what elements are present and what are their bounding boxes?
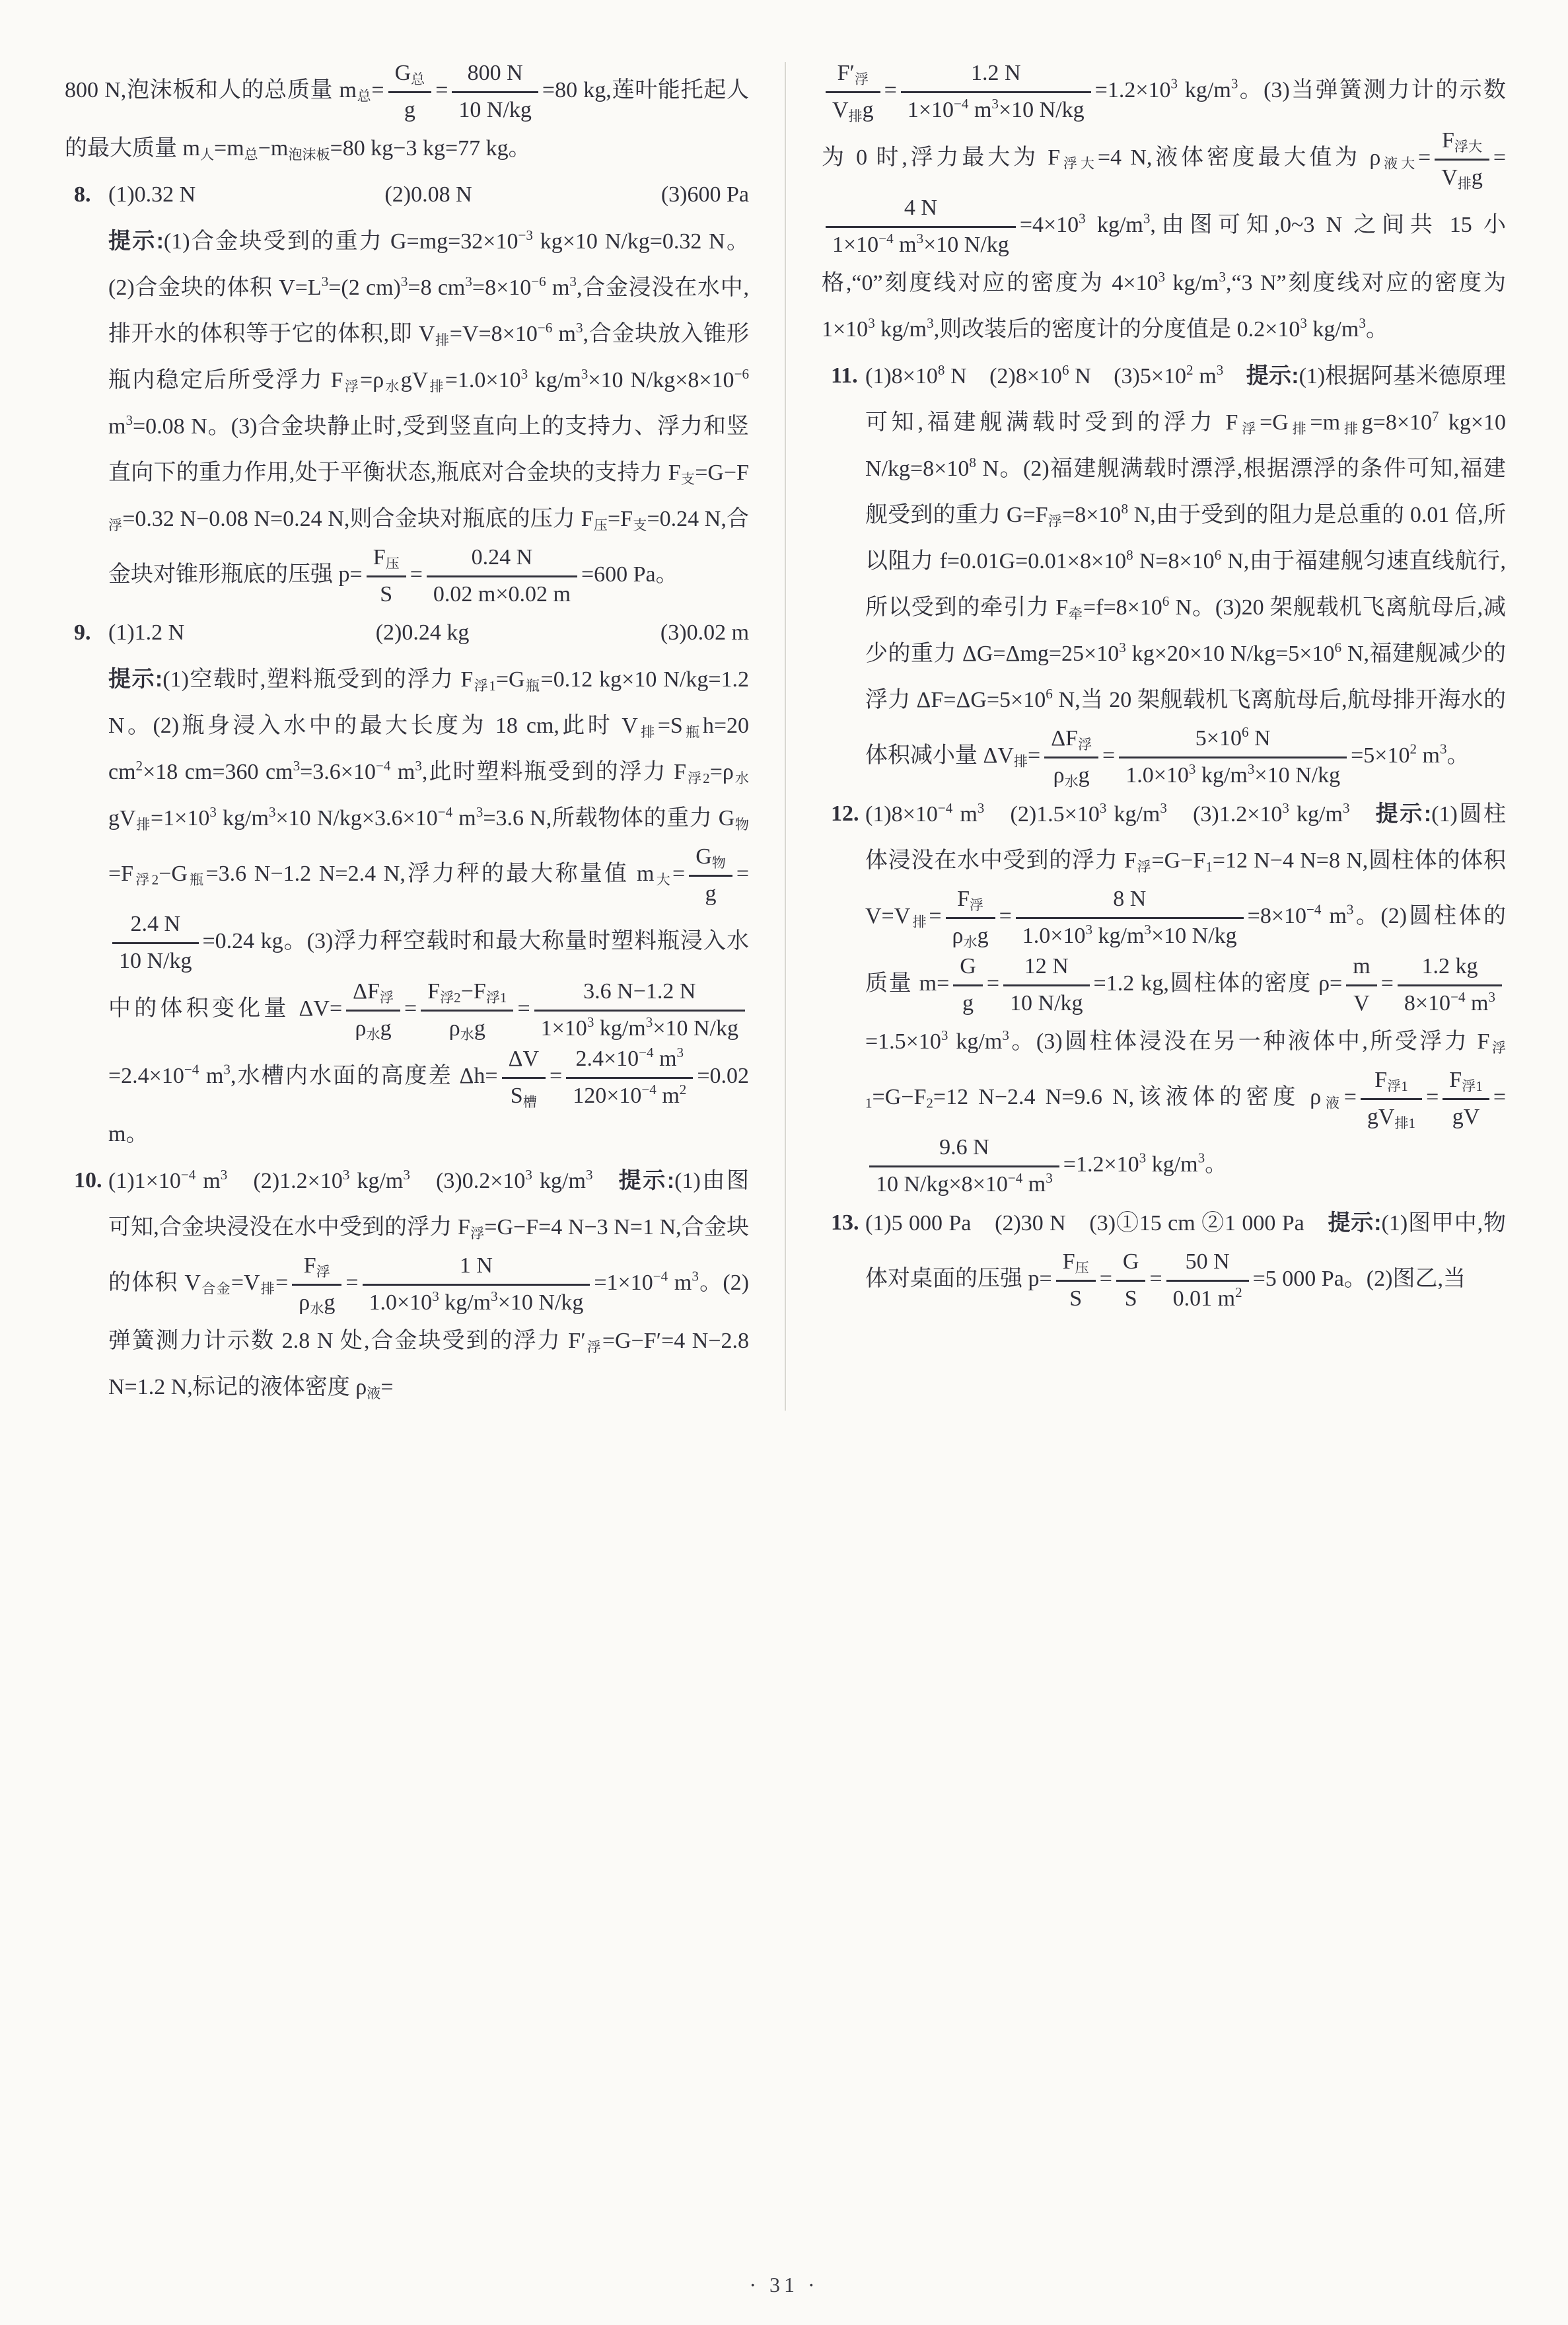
- fraction-numerator: $F_{浮大}$: [1435, 126, 1489, 161]
- superscript: −6: [734, 365, 749, 382]
- subscript: 瓶: [524, 677, 541, 694]
- page-number: · 31 ·: [749, 2273, 819, 2297]
- superscript: 3: [268, 803, 276, 820]
- fraction-numerator: $G_总$: [388, 58, 432, 93]
- subscript: 2: [926, 1095, 933, 1111]
- subscript: 压: [593, 517, 608, 533]
- subscript: 浮1: [1387, 1078, 1408, 1094]
- fraction-denominator: $1\times 10^3$ $kg/m^3\times 10$ N/kg: [540, 1014, 738, 1041]
- superscript: 3: [520, 365, 528, 382]
- fraction-denominator: 10 N/kg: [458, 97, 532, 122]
- fraction: [1398, 951, 1502, 1019]
- answer-item: [822, 791, 1506, 1200]
- fraction-denominator: V: [1353, 990, 1370, 1015]
- item-body: [865, 353, 1506, 791]
- superscript: −4: [937, 799, 953, 816]
- fraction: [1361, 1065, 1422, 1132]
- body-text: (1)5 000 Pa (2)30 N (3)①15 cm ②1 000 Pa 提示:(1)图甲中,物体对桌面的压强 p= $\frac{F_压}{S}$ = $\frac{G}{S}$ = $\frac{50 N}{0.01 m^2}$ =5 000 Pa。(2)图乙,当: [865, 1200, 1506, 1314]
- fraction-numerator: $F_浮$: [292, 1251, 341, 1286]
- superscript: 3: [1346, 901, 1354, 918]
- item-body: [865, 791, 1506, 1200]
- superscript: 8: [937, 361, 945, 378]
- fraction-denominator: $\rho_水g$: [448, 1015, 485, 1043]
- fraction-numerator: $\Delta F_浮$: [1044, 723, 1098, 758]
- superscript: 3: [1300, 314, 1307, 331]
- superscript: 3: [525, 1166, 532, 1183]
- answer-part: (3)600 Pa: [660, 182, 749, 207]
- answer-part: (1)1.2 N: [108, 620, 185, 645]
- superscript: 3: [1359, 314, 1366, 331]
- subscript: 浮: [1136, 858, 1152, 875]
- fraction: [869, 1132, 1059, 1200]
- fraction-denominator: 0.02 m×0.02 m: [433, 581, 571, 607]
- subscript: 浮: [108, 517, 123, 533]
- superscript: −4: [1007, 1169, 1023, 1186]
- subscript: 浮: [1238, 420, 1260, 437]
- fraction-denominator: $S_槽$: [510, 1083, 537, 1110]
- item-number: 8.: [74, 182, 91, 207]
- superscript: 3: [1099, 799, 1107, 816]
- fraction: [292, 1251, 341, 1318]
- subscript: 支: [680, 470, 695, 487]
- fraction: [689, 842, 732, 909]
- superscript: 2: [135, 757, 143, 774]
- fraction-numerator: 1.2 N: [901, 58, 1091, 93]
- fraction-numerator: $5\times 10^6$ N: [1119, 723, 1347, 758]
- superscript: 3: [321, 273, 329, 289]
- superscript: 3: [916, 230, 924, 246]
- fraction-numerator: 9.6 N: [869, 1132, 1059, 1167]
- superscript: 3: [403, 1166, 410, 1183]
- superscript: 6: [1334, 639, 1341, 655]
- item-body: [108, 1158, 749, 1411]
- fraction-numerator: $F_压$: [1056, 1247, 1096, 1282]
- fraction-numerator: 8 N: [1016, 884, 1244, 919]
- fraction: [1044, 723, 1098, 791]
- superscript: 3: [1282, 799, 1289, 816]
- fraction: [346, 977, 400, 1044]
- superscript: −6: [537, 319, 553, 336]
- hint-label: 提示:: [1375, 801, 1432, 827]
- answer-item: [65, 1158, 749, 1411]
- fraction-numerator: $F'_浮$: [826, 58, 880, 93]
- body-text: $\frac{F'_浮}{V_排g}$ = $\frac{1.2 N}{1\times 10^{-4} m^3\times 10 N/kg}$ $=1.2\times 10^3$ $kg/m^3$。(3)当弹簧测力计的示数为 0 时,浮力最大为 $F_{浮大}=4$ N,液体密度最大值为 $\rho_{液大}=$ $\frac{F_{浮大}}{V_排g}$ = $\frac{4 N}{1\times 10^{-4} m^3\times 10 N/kg}$ $=4\times 10^3$ $kg/m^3$,由图可知,0~3 N 之间共 15 小格,“0”刻度线对应的密度为 $4\times 10^3$ $kg/m^3,“3$ N”刻度线对应的密度为 $1\times 10^3$ $kg/m^3$,则改装后的密度计的分度值是 $0.2\times 10^3$ $kg/m^3$。: [822, 58, 1506, 353]
- superscript: 2: [1186, 361, 1194, 378]
- fraction: [534, 977, 745, 1044]
- superscript: 3: [1119, 639, 1126, 655]
- subscript: 浮: [585, 1339, 602, 1355]
- body-text: $(1)8\times 10^{-4}$ $m^3$ $(2)1.5\times 10^3$ $kg/m^3$ $(3)1.2\times 10^3$ $kg/m^3$ 提示:(1)圆柱体浸没在水中受到的浮力 $F_浮=G-F_1=12$ N−4 N=8 N,圆柱体的体积 $V=V_排=$ $\frac{F_浮}{\rho_水g}$ = $\frac{8 N}{1.0\times 10^3 kg/m^3\times 10 N/kg}$ $=8\times 10^{-4}$ $m^3$。(2)圆柱体的质量 m= $\frac{G}{g}$ = $\frac{12 N}{10 N/kg}$ =1.2 kg,圆柱体的密度 ρ= $\frac{m}{V}$ = $\frac{1.2 kg}{8\times 10^{-4} m^3}$ $=1.5\times 10^3$ $kg/m^3$。(3)圆柱体浸没在另一种液体中,所受浮力 $F_{浮1}=G-F_2=12$ N−2.4 N=9.6 N,该液体的密度 $\rho_液=$ $\frac{F_{浮1}}{gV_{排1}}$ = $\frac{F_{浮1}}{gV}$ = $\frac{9.6 N}{10 N/kg\times 8\times 10^{-4} m^3}$ $=1.2\times 10^3$ $kg/m^3$。: [865, 791, 1506, 1200]
- superscript: 6: [1214, 546, 1222, 563]
- superscript: 6: [1162, 593, 1170, 609]
- superscript: 2: [679, 1081, 687, 1097]
- fraction: [1435, 126, 1489, 193]
- superscript: −4: [375, 757, 391, 774]
- subscript: 浮: [1077, 736, 1092, 753]
- subscript: 浮: [1048, 513, 1063, 529]
- subscript: 人: [199, 146, 215, 163]
- subscript: 排: [1288, 420, 1310, 437]
- subscript: 压: [1075, 1259, 1089, 1276]
- answer-part: (2)0.08 N: [384, 182, 472, 207]
- item-body: [865, 1200, 1506, 1314]
- body-text: 800 N,泡沫板和人的总质量 $m_总=$ $\frac{G_总}{g}$ = $\frac{800 N}{10 N/kg}$ =80 kg,莲叶能托起人的最大质量 $m_人=m_总-m_{泡沫板}=80$ kg−3 kg=77 kg。: [65, 58, 749, 172]
- superscript: 8: [1126, 546, 1133, 563]
- fraction: [1016, 884, 1244, 951]
- fraction-numerator: $2.4\times 10^{-4}$ $m^3$: [566, 1044, 693, 1079]
- subscript: 浮: [379, 989, 394, 1006]
- fraction-denominator: S: [1124, 1286, 1137, 1311]
- subscript: 排: [637, 723, 658, 740]
- fraction-numerator: $F_{浮1}$: [1361, 1065, 1422, 1100]
- fraction-denominator: $1.0\times 10^3$ $kg/m^3\times 10$ N/kg: [1022, 921, 1237, 948]
- hint-label: 提示:: [1328, 1210, 1382, 1236]
- superscript: 8: [1121, 500, 1128, 517]
- superscript: 2: [1409, 741, 1417, 757]
- fraction-denominator: $120\times 10^{-4}$ $m^2$: [573, 1081, 687, 1108]
- superscript: 3: [1144, 921, 1151, 938]
- fraction-denominator: 10 N/kg: [119, 948, 192, 973]
- right-column: [822, 58, 1506, 1411]
- subscript: 排: [1013, 753, 1028, 770]
- fraction-numerator: 50 N: [1166, 1247, 1249, 1282]
- fraction: [112, 909, 199, 977]
- superscript: 3: [1085, 921, 1093, 938]
- fraction: [946, 884, 995, 951]
- fraction: [953, 951, 983, 1019]
- subscript: 水: [460, 1026, 474, 1043]
- fraction-numerator: 0.24 N: [427, 542, 577, 577]
- subscript: 支: [633, 517, 647, 533]
- answers-line: [108, 172, 749, 218]
- fraction-numerator: 3.6 N−1.2 N: [534, 977, 745, 1012]
- superscript: 3: [1002, 1027, 1009, 1043]
- subscript: 浮1: [1462, 1078, 1483, 1094]
- superscript: 6: [1061, 361, 1069, 378]
- superscript: 3: [645, 1014, 653, 1030]
- superscript: −4: [641, 1081, 657, 1097]
- fraction-denominator: g: [404, 97, 415, 122]
- superscript: 3: [575, 319, 583, 336]
- superscript: 3: [400, 273, 408, 289]
- superscript: −6: [531, 273, 546, 289]
- superscript: 3: [1216, 361, 1224, 378]
- subscript: 大: [654, 871, 672, 888]
- subscript: 排: [1457, 175, 1472, 192]
- item-body: [108, 610, 749, 1158]
- superscript: 3: [223, 1061, 231, 1078]
- superscript: 3: [1439, 741, 1447, 757]
- fraction-numerator: 800 N: [452, 58, 538, 93]
- superscript: −4: [639, 1044, 654, 1060]
- subscript: 液大: [1380, 155, 1418, 172]
- subscript: 水: [384, 378, 401, 394]
- superscript: 6: [1241, 723, 1249, 740]
- superscript: 3: [676, 1044, 684, 1060]
- superscript: 3: [1160, 799, 1167, 816]
- superscript: 3: [125, 412, 133, 428]
- superscript: 3: [977, 799, 985, 816]
- superscript: −4: [878, 230, 894, 246]
- fraction: [452, 58, 538, 126]
- fraction-denominator: 10 N/kg: [1010, 990, 1083, 1015]
- fraction-denominator: S: [380, 581, 393, 607]
- content-columns: [65, 58, 1506, 1411]
- subscript: 排: [435, 332, 450, 348]
- fraction-denominator: $8\times 10^{-4}$ $m^3$: [1404, 988, 1495, 1015]
- superscript: 3: [692, 1268, 699, 1284]
- fraction: [1056, 1247, 1096, 1314]
- answer-item: [65, 610, 749, 1158]
- subscript: 水: [366, 1026, 380, 1043]
- subscript: 浮大: [1454, 138, 1483, 155]
- superscript: 3: [220, 1166, 228, 1183]
- fraction-numerator: $F_{浮1}$: [1443, 1065, 1489, 1100]
- fraction-denominator: g: [705, 881, 717, 906]
- superscript: 3: [1158, 268, 1166, 285]
- superscript: 3: [868, 314, 875, 331]
- answer-item: [822, 1200, 1506, 1314]
- subscript: 1: [1205, 858, 1213, 875]
- fraction: [1119, 723, 1347, 791]
- subscript: 总: [411, 71, 425, 87]
- subscript: 浮大: [1060, 155, 1098, 172]
- subscript: 浮1: [865, 1039, 1506, 1111]
- fraction: [1116, 1247, 1146, 1314]
- subscript: 排1: [1394, 1115, 1416, 1131]
- fraction: [427, 542, 577, 610]
- fraction-numerator: 12 N: [1003, 951, 1090, 986]
- superscript: 3: [1188, 760, 1196, 777]
- fraction-numerator: $G_物$: [689, 842, 732, 877]
- subscript: 排: [910, 914, 929, 930]
- subscript: 总: [244, 146, 258, 163]
- superscript: 3: [1143, 210, 1151, 227]
- fraction: [901, 58, 1091, 126]
- hint-label: 提示:: [108, 667, 163, 692]
- subscript: 瓶: [187, 871, 206, 888]
- hint-label: 提示:: [108, 229, 164, 254]
- fraction-numerator: G: [1116, 1247, 1146, 1282]
- subscript: 浮: [343, 378, 361, 394]
- superscript: 2: [1235, 1284, 1242, 1300]
- superscript: 3: [1079, 210, 1086, 227]
- subscript: 浮2: [440, 989, 461, 1006]
- subscript: 排: [428, 378, 445, 394]
- superscript: 7: [1432, 408, 1439, 424]
- superscript: 3: [1488, 988, 1495, 1005]
- subscript: 浮: [316, 1263, 330, 1280]
- superscript: 3: [1170, 75, 1178, 92]
- fraction: [826, 58, 880, 126]
- superscript: 3: [1139, 1150, 1147, 1166]
- item-number: 11.: [831, 363, 858, 388]
- subscript: 液: [367, 1385, 381, 1401]
- superscript: 3: [1046, 1169, 1053, 1186]
- hint-label: 提示:: [618, 1168, 675, 1193]
- subscript: 排: [1340, 420, 1362, 437]
- fraction-denominator: $\rho_水g$: [1053, 762, 1090, 790]
- item-number: 9.: [74, 620, 91, 645]
- fraction: [1346, 951, 1376, 1019]
- fraction-denominator: $V_排g$: [832, 97, 874, 124]
- subscript: 浮: [969, 897, 984, 913]
- fraction: [388, 58, 432, 126]
- item-number: 13.: [831, 1210, 859, 1235]
- fraction: [826, 193, 1016, 260]
- superscript: 3: [991, 95, 999, 112]
- superscript: −4: [184, 1061, 199, 1078]
- superscript: 6: [1046, 685, 1053, 702]
- superscript: 3: [569, 273, 577, 289]
- fraction-denominator: $\rho_水g$: [355, 1015, 392, 1043]
- superscript: 3: [587, 1014, 594, 1030]
- body-text: 提示:(1)空载时,塑料瓶受到的浮力 $F_{浮1}=G_瓶=0.12$ kg×10 N/kg=1.2 N。(2)瓶身浸入水中的最大长度为 18 cm,此时 $V_排=S_瓶h=20$ $cm^2\times 18$ cm=360 $cm^3=3.6\times 10^{-4}$ $m^3$,此时塑料瓶受到的浮力 $F_{浮2}=\rho_水gV_排=1\times 10^3$ $kg/m^3\times 10$ $N/kg\times 3.6\times 10^{-4}$ $m^3=3.6$ N,所载物体的重力 $G_物=F_{浮2}-G_瓶=3.6$ N−1.2 N=2.4 N,浮力秤的最大称量值 $m_大=$ $\frac{G_物}{g}$ = $\frac{2.4 N}{10 N/kg}$ =0.24 kg。(3)浮力秤空载时和最大称量时塑料瓶浸入水中的体积变化量 ΔV= $\frac{\Delta F_浮}{\rho_水g}$ = $\frac{F_{浮2}-F_{浮1}}{\rho_水g}$ = $\frac{3.6 N-1.2 N}{1\times 10^3 kg/m^3\times 10 N/kg}$ $=2.4\times 10^{-4}$ $m^3$,水槽内水面的高度差 Δh= $\frac{\Delta V}{S_槽}$ = $\frac{2.4\times 10^{-4} m^3}{120\times 10^{-4} m^2}$ =0.02 m。: [108, 667, 750, 1146]
- subscript: 牵: [1068, 605, 1083, 622]
- superscript: −3: [518, 227, 533, 243]
- superscript: 3: [927, 314, 934, 331]
- fraction-numerator: 2.4 N: [112, 909, 199, 944]
- answer-item: [65, 172, 749, 610]
- fraction-denominator: 0.01 $m^2$: [1172, 1284, 1242, 1311]
- superscript: −4: [954, 95, 969, 112]
- superscript: 3: [342, 1166, 350, 1183]
- subscript: 排: [260, 1280, 276, 1297]
- fraction: [502, 1044, 546, 1111]
- subscript: 排: [135, 816, 151, 832]
- subscript: 水: [733, 770, 749, 786]
- superscript: −4: [653, 1268, 668, 1284]
- subscript: 浮1: [485, 989, 507, 1006]
- hint-label: 提示:: [1246, 363, 1299, 388]
- subscript: 物: [734, 816, 750, 832]
- answer-part: (2)0.24 kg: [375, 620, 470, 645]
- superscript: 3: [491, 1288, 498, 1304]
- subscript: 浮: [854, 71, 869, 87]
- fraction-denominator: $\rho_水g$: [952, 923, 989, 950]
- subscript: 水: [963, 934, 978, 950]
- body-text: $(1)1\times 10^{-4}$ $m^3$ $(2)1.2\times 10^3$ $kg/m^3$ $(3)0.2\times 10^3$ $kg/m^3$ 提示:(1)由图可知,合金块浸没在水中受到的浮力 $F_浮=G-F=4$ N−3 N=1 N,合金块的体积 $V_{合金}=V_排=$ $\frac{F_浮}{\rho_水g}$ = $\frac{1 N}{1.0\times 10^3 kg/m^3\times 10 N/kg}$ $=1\times 10^{-4}$ $m^3$。(2)弹簧测力计示数 2.8 N 处,合金块受到的浮力 $F'_浮=G-F'=4$ N−2.8 N=1.2 N,标记的液体密度 $\rho_液=$: [108, 1166, 750, 1401]
- answers-line: [108, 610, 749, 656]
- body-text: $(1)8\times 10^8$ N $(2)8\times 10^6$ N $(3)5\times 10^2$ $m^3$ 提示:(1)根据阿基米德原理可知,福建舰满载时受到的浮力 $F_浮=G_排=m_排g=8\times 10^7$ kg×10 $N/kg=8\times 10^8$ N。(2)福建舰满载时漂浮,根据漂浮的条件可知,福建舰受到的重力 $G=F_浮=8\times 10^8$ N,由于受到的阻力是总重的 0.01 倍,所以阻力 $f=0.01G=0.01\times 8\times 10^8$ $N=8\times 10^6$ N,由于福建舰匀速直线航行,所以受到的牵引力 $F_牵=f=8\times 10^6$ N。(3)20 架舰载机飞离航母后,减少的重力 $\Delta G=\Delta mg=25\times 10^3$ kg×20×10 $N/kg=5\times 10^6$ N,福建舰减少的浮力 $\Delta F=\Delta G=5\times 10^6$ N,当 20 架舰载机飞离航母后,航母排开海水的体积减小量 $\Delta V_排=$ $\frac{\Delta F_浮}{\rho_水g}$ = $\frac{5\times 10^6 N}{1.0\times 10^3 kg/m^3\times 10 N/kg}$ $=5\times 10^2$ $m^3$。: [865, 353, 1506, 791]
- superscript: 3: [581, 365, 588, 382]
- superscript: 3: [415, 757, 422, 774]
- fraction-denominator: 10 $N/kg\times 8\times 10^{-4}$ $m^3$: [876, 1169, 1053, 1197]
- fraction: [1003, 951, 1090, 1019]
- item-body: [65, 58, 749, 172]
- fraction: [566, 1044, 693, 1111]
- body-text: 提示:(1)合金块受到的重力 $G=mg=32\times 10^{-3}$ kg×10 N/kg=0.32 N。(2)合金块的体积 $V=L^3=(2$ cm)$^3$=8 $cm^3=8\times 10^{-6}$ $m^3$,合金浸没在水中,排开水的体积等于它的体积,即 $V_排=V=8\times 10^{-6}$ $m^3$,合金块放入锥形瓶内稳定后所受浮力 $F_浮=\rho_水gV_排=1.0\times 10^3$ $kg/m^3\times 10$ $N/kg\times 8\times 10^{-6}$ $m^3=0.08$ N。(3)合金块静止时,受到竖直向上的支持力、浮力和竖直向下的重力作用,处于平衡状态,瓶底对合金块的支持力 $F_支=G-F_浮=0.32$ N−0.08 N=0.24 N,则合金块对瓶底的压力 $F_压=F_支=0.24$ N,合金块对锥形瓶底的压强 p= $\frac{F_压}{S}$ = $\frac{0.24 N}{0.02 m\times 0.02 m}$ =600 Pa。: [108, 218, 749, 610]
- fraction-denominator: gV: [1452, 1104, 1480, 1129]
- superscript: 3: [1197, 1150, 1205, 1166]
- fraction: [1443, 1065, 1489, 1132]
- fraction-denominator: S: [1069, 1286, 1083, 1311]
- fraction: [421, 977, 513, 1044]
- answer-part: (3)0.02 m: [660, 620, 750, 645]
- fraction-numerator: m: [1346, 951, 1376, 986]
- fraction-numerator: $\Delta F_浮$: [346, 977, 400, 1012]
- item-number: 12.: [831, 801, 859, 826]
- continued-paragraph: [822, 58, 1506, 353]
- fraction-denominator: $gV_{排1}$: [1367, 1104, 1416, 1131]
- fraction-numerator: $F_浮$: [946, 884, 995, 919]
- fraction-denominator: $1\times 10^{-4}$ $m^3\times 10$ N/kg: [907, 95, 1085, 122]
- fraction-denominator: $V_排g$: [1441, 165, 1483, 192]
- fraction-numerator: $F_压$: [367, 542, 406, 577]
- superscript: 3: [1219, 268, 1226, 285]
- subscript: 液: [1321, 1095, 1344, 1111]
- fraction-numerator: 1 N: [363, 1251, 590, 1286]
- fraction-denominator: $\rho_水g$: [299, 1290, 336, 1317]
- superscript: 3: [293, 757, 301, 774]
- item-number: 10.: [74, 1168, 102, 1193]
- fraction-numerator: $F_{浮2}-F_{浮1}$: [421, 977, 513, 1012]
- subscript: 浮1: [473, 677, 496, 694]
- subscript: 瓶: [682, 723, 703, 740]
- fraction-denominator: $1.0\times 10^3$ $kg/m^3\times 10$ N/kg: [369, 1288, 584, 1315]
- subscript: 压: [385, 555, 400, 572]
- continued-paragraph: [65, 58, 749, 172]
- superscript: 3: [585, 1166, 593, 1183]
- superscript: 3: [465, 273, 472, 289]
- superscript: −4: [1450, 988, 1466, 1005]
- superscript: 3: [1230, 75, 1238, 92]
- left-column: [65, 58, 749, 1411]
- fraction-denominator: $1\times 10^{-4}$ $m^3\times 10$ N/kg: [832, 230, 1009, 257]
- subscript: 水: [1064, 773, 1079, 790]
- fraction-numerator: ΔV: [502, 1044, 546, 1079]
- superscript: −4: [1306, 901, 1322, 918]
- subscript: 排: [848, 108, 863, 124]
- superscript: 3: [941, 1027, 948, 1043]
- fraction-numerator: G: [953, 951, 983, 986]
- superscript: 3: [1247, 760, 1255, 777]
- superscript: −4: [437, 803, 453, 820]
- subscript: 合金: [200, 1280, 231, 1297]
- fraction: [1166, 1247, 1249, 1314]
- answer-part: (1)0.32 N: [108, 182, 196, 207]
- subscript: 物: [711, 854, 726, 871]
- item-body: [822, 58, 1506, 353]
- superscript: −4: [180, 1166, 196, 1183]
- superscript: 3: [476, 803, 483, 820]
- fraction-numerator: 4 N: [826, 193, 1016, 228]
- item-body: [108, 172, 749, 610]
- fraction-numerator: 1.2 kg: [1398, 951, 1502, 986]
- subscript: 槽: [522, 1093, 537, 1110]
- superscript: 3: [1342, 799, 1350, 816]
- answer-item: [822, 353, 1506, 791]
- fraction: [363, 1251, 590, 1318]
- subscript: 浮2: [686, 770, 710, 786]
- column-divider: [785, 62, 786, 1411]
- fraction-denominator: $1.0\times 10^3$ $kg/m^3\times 10$ N/kg: [1125, 760, 1341, 788]
- superscript: 3: [432, 1288, 439, 1304]
- subscript: 泡沫板: [288, 146, 330, 163]
- fraction: [367, 542, 406, 610]
- subscript: 浮2: [133, 871, 159, 888]
- subscript: 总: [356, 88, 372, 104]
- subscript: 水: [310, 1300, 324, 1317]
- superscript: 8: [969, 454, 976, 470]
- fraction-denominator: g: [962, 990, 974, 1015]
- subscript: 浮: [470, 1225, 485, 1241]
- superscript: 3: [209, 803, 217, 820]
